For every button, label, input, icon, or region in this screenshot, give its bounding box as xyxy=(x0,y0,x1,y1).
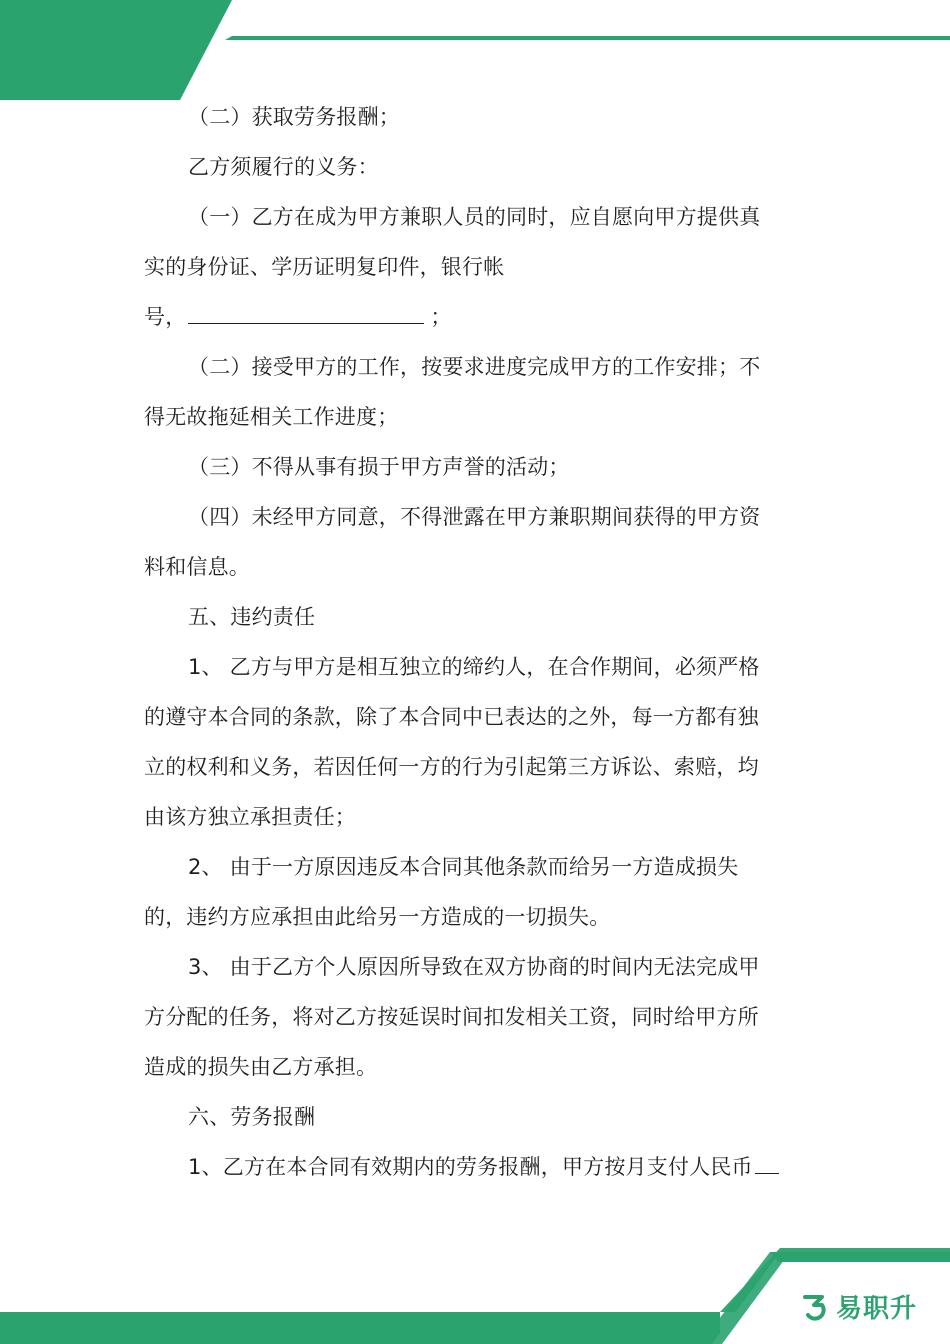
paragraph-line xyxy=(144,592,804,642)
line-text: 乙方须履行的义务： xyxy=(188,155,379,179)
line-text: 由该方独立承担责任； xyxy=(144,805,356,829)
line-text: 得无故拖延相关工作进度； xyxy=(144,405,399,429)
paragraph-line xyxy=(144,642,804,692)
brand-logo xyxy=(800,1284,917,1328)
line-text: 造成的损失由乙方承担。 xyxy=(144,1055,378,1079)
paragraph-line xyxy=(144,142,804,192)
line-text: 实的身份证、学历证明复印件，银行帐 xyxy=(144,255,505,279)
line-text: ； xyxy=(430,305,452,329)
logo-mark-icon xyxy=(800,1291,830,1321)
line-text: 1、 乙方与甲方是相互独立的缔约人，在合作期间，必须严格 xyxy=(188,655,760,679)
paragraph-line xyxy=(144,692,804,742)
line-text: 料和信息。 xyxy=(144,555,250,579)
line-text: （一）乙方在成为甲方兼职人员的同时，应自愿向甲方提供真 xyxy=(188,205,761,229)
fill-in-blank xyxy=(188,305,424,324)
paragraph-line xyxy=(144,742,804,792)
brand-logo-text: 易职升 xyxy=(836,1293,918,1324)
paragraph-line xyxy=(144,792,804,842)
line-text: 2、 由于一方原因违反本合同其他条款而给另一方造成损失 xyxy=(188,855,739,879)
paragraph-line xyxy=(144,342,804,392)
paragraph-line xyxy=(144,942,804,992)
paragraph-line xyxy=(144,1092,804,1142)
line-text: 号， xyxy=(144,305,187,329)
line-text: （三）不得从事有损于甲方声誉的活动； xyxy=(188,455,570,479)
document-body xyxy=(144,92,804,1192)
paragraph-line xyxy=(144,1142,804,1192)
paragraph-line xyxy=(144,442,804,492)
line-text: 六、劳务报酬 xyxy=(188,1105,316,1129)
line-text: 3、 由于乙方个人原因所导致在双方协商的时间内无法完成甲 xyxy=(188,955,760,979)
paragraph-line xyxy=(144,292,804,342)
paragraph-line xyxy=(144,842,804,892)
line-text: 五、违约责任 xyxy=(188,605,316,629)
line-text: 立的权利和义务，若因任何一方的行为引起第三方诉讼、索赔，均 xyxy=(144,755,759,779)
paragraph-line xyxy=(144,892,804,942)
paragraph-line xyxy=(144,1042,804,1092)
paragraph-line xyxy=(144,492,804,542)
line-text: （二）接受甲方的工作，按要求进度完成甲方的工作安排；不 xyxy=(188,355,761,379)
paragraph-line xyxy=(144,92,804,142)
line-text: 1、乙方在本合同有效期内的劳务报酬，甲方按月支付人民币 xyxy=(188,1155,753,1179)
paragraph-line xyxy=(144,542,804,592)
line-text: （四）未经甲方同意，不得泄露在甲方兼职期间获得的甲方资 xyxy=(188,505,761,529)
line-text: （二）获取劳务报酬； xyxy=(188,105,400,129)
line-text: 的，违约方应承担由此给另一方造成的一切损失。 xyxy=(144,905,611,929)
paragraph-line xyxy=(144,192,804,242)
line-text: 方分配的任务，将对乙方按延误时间扣发相关工资，同时给甲方所 xyxy=(144,1005,759,1029)
paragraph-line xyxy=(144,242,804,292)
fill-in-blank xyxy=(755,1155,779,1174)
paragraph-line xyxy=(144,992,804,1042)
line-text: 的遵守本合同的条款，除了本合同中已表达的之外，每一方都有独 xyxy=(144,705,759,729)
paragraph-line xyxy=(144,392,804,442)
